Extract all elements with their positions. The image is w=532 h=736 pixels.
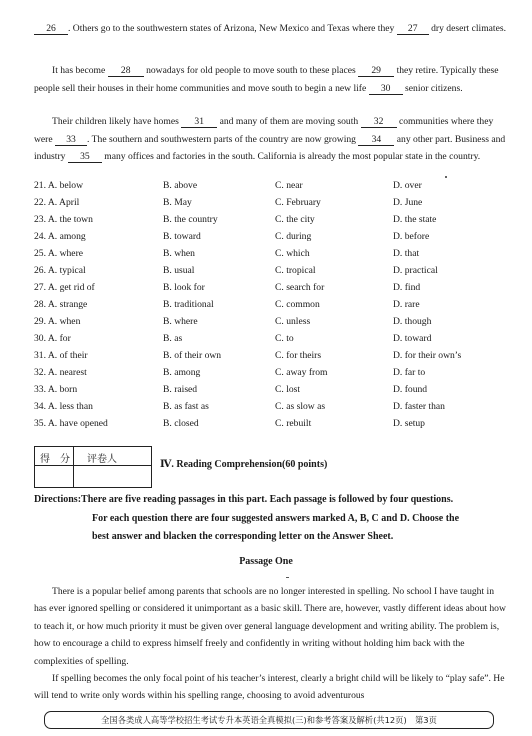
option-b: B. usual — [163, 265, 195, 276]
score-label: 得 分 — [40, 454, 70, 465]
blank-26: 26 — [34, 23, 68, 35]
option-c: C. as slow as — [275, 401, 326, 412]
option-a: 21. A. below — [34, 180, 84, 191]
option-row-30 — [34, 333, 506, 350]
option-c: C. February — [275, 197, 321, 208]
option-b: B. of their own — [163, 350, 222, 361]
page-footer: 全国各类成人高等学校招生考试专升本英语全真模拟(三)和参考答案及解析(共12页) 第3页 — [44, 711, 494, 729]
stray-dot — [445, 176, 447, 178]
option-c: C. rebuilt — [275, 418, 312, 429]
option-d: D. toward — [393, 333, 432, 344]
option-c: C. near — [275, 180, 303, 191]
option-c: C. the city — [275, 214, 315, 225]
option-d: D. that — [393, 248, 420, 259]
directions-line: best answer and blacken the corresponding letter on the Answer Sheet. — [92, 531, 394, 542]
option-a: 33. A. born — [34, 384, 78, 395]
option-c: C. to — [275, 333, 294, 344]
option-row-27 — [34, 282, 506, 299]
option-b: B. the country — [163, 214, 218, 225]
cloze-text: It has become — [52, 65, 108, 76]
option-row-25 — [34, 248, 506, 265]
option-c: C. lost — [275, 384, 301, 395]
option-d: D. far to — [393, 367, 426, 378]
option-a: 30. A. for — [34, 333, 71, 344]
option-d: D. faster than — [393, 401, 445, 412]
option-b: B. as — [163, 333, 183, 344]
option-b: B. look for — [163, 282, 205, 293]
option-row-33 — [34, 384, 506, 401]
score-box-divider — [35, 465, 151, 466]
option-d: D. practical — [393, 265, 438, 276]
cloze-text: . Others go to the southwestern states of Arizona, New Mexico and Texas where they — [68, 23, 397, 34]
cloze-paragraph-1 — [34, 20, 506, 38]
option-row-32 — [34, 367, 506, 384]
section-title: Ⅳ. Reading Comprehension(60 points) — [160, 459, 328, 470]
blank-31: 31 — [181, 116, 217, 128]
option-b: B. toward — [163, 231, 201, 242]
cloze-text: senior citizens. — [402, 82, 463, 94]
option-b: B. where — [163, 316, 198, 327]
option-a: 22. A. April — [34, 197, 80, 208]
blank-33: 33 — [55, 134, 87, 146]
option-c: C. which — [275, 248, 310, 259]
cloze-paragraph-2 — [34, 62, 506, 97]
option-a: 35. A. have opened — [34, 418, 108, 429]
option-a: 34. A. less than — [34, 401, 93, 412]
cloze-text: they retire. Typically these people sell their houses in their home communities and move south to begin a new life — [34, 65, 499, 94]
option-row-24 — [34, 231, 506, 248]
cloze-text: . The southern and southwestern parts of the country are now growing — [87, 133, 359, 145]
option-a: 28. A. strange — [34, 299, 88, 310]
option-c: C. unless — [275, 316, 311, 327]
option-row-31 — [34, 350, 506, 367]
passage-text: If spelling becomes the only focal point of his teacher’s interest, clearly a bright child will be likely to “play safe”. He will tend to write only words within his spelling range, choosing to avoid adventurous — [34, 673, 505, 702]
score-box — [34, 446, 152, 488]
option-d: D. though — [393, 316, 432, 327]
blank-32: 32 — [361, 116, 397, 128]
option-a: 31. A. of their — [34, 350, 88, 361]
directions-line: Directions:There are five reading passages in this part. Each passage is followed by four questions. — [34, 494, 454, 505]
option-d: D. found — [393, 384, 428, 395]
option-a: 23. A. the town — [34, 214, 93, 225]
cloze-text: communities where they were — [34, 116, 494, 145]
score-box-divider — [73, 447, 74, 487]
option-row-26 — [34, 265, 506, 282]
option-row-21 — [34, 180, 506, 197]
option-d: D. June — [393, 197, 423, 208]
cloze-paragraph-3 — [34, 113, 506, 166]
option-a: 32. A. nearest — [34, 367, 87, 378]
option-d: D. rare — [393, 299, 420, 310]
option-row-22 — [34, 197, 506, 214]
option-b: B. as fast as — [163, 401, 209, 412]
passage-title: Passage One — [239, 556, 293, 567]
option-d: D. over — [393, 180, 422, 191]
option-d: D. setup — [393, 418, 425, 429]
option-b: B. traditional — [163, 299, 214, 310]
blank-30: 30 — [369, 83, 403, 95]
cloze-text: Their children likely have homes — [52, 116, 182, 127]
blank-27: 27 — [397, 23, 429, 35]
cloze-text: many offices and factories in the south. California is already the most popular state in the country. — [101, 151, 481, 163]
option-a: 26. A. typical — [34, 265, 86, 276]
option-row-28 — [34, 299, 506, 316]
option-row-35 — [34, 418, 506, 435]
cloze-text: and many of them are moving south — [217, 116, 361, 127]
blank-29: 29 — [358, 65, 394, 77]
option-d: D. find — [393, 282, 421, 293]
passage-paragraph-1 — [34, 583, 506, 670]
option-a: 29. A. when — [34, 316, 81, 327]
option-d: D. for their own’s — [393, 350, 462, 361]
option-a: 25. A. where — [34, 248, 84, 259]
option-row-23 — [34, 214, 506, 231]
option-a: 24. A. among — [34, 231, 86, 242]
passage-text: There is a popular belief among parents that schools are no longer interested in spelling. No school I have taught in has ever ignored spelling or considered it unimportant as a basic skill. There are, however, vastly different ideas about how to teach it, or how much priority it must be given over general language development and writing ability. The problem is, how to encourage a child to express himself freely and confidently in writing without holding him back with the complexities of spelling. — [34, 586, 506, 667]
option-a: 27. A. get rid of — [34, 282, 95, 293]
stray-mark — [286, 577, 289, 578]
passage-paragraph-2 — [34, 670, 506, 705]
option-row-29 — [34, 316, 506, 333]
blank-34: 34 — [358, 134, 394, 146]
option-b: B. when — [163, 248, 195, 259]
cloze-text: any other part. Business and industry — [34, 133, 506, 163]
option-c: C. tropical — [275, 265, 316, 276]
directions-line: For each question there are four suggested answers marked A, B, C and D. Choose the — [92, 512, 460, 524]
directions — [34, 491, 508, 547]
grader-label: 评卷人 — [87, 454, 117, 465]
option-d: D. the state — [393, 214, 437, 225]
option-b: B. raised — [163, 384, 198, 395]
blank-35: 35 — [68, 151, 102, 163]
blank-28: 28 — [108, 65, 144, 77]
option-b: B. closed — [163, 418, 199, 429]
option-b: B. May — [163, 197, 192, 208]
option-c: C. search for — [275, 282, 325, 293]
option-c: C. for theirs — [275, 350, 322, 361]
option-b: B. above — [163, 180, 198, 191]
option-row-34 — [34, 401, 506, 418]
option-d: D. before — [393, 231, 430, 242]
cloze-text: dry desert climates. — [428, 23, 506, 34]
option-c: C. away from — [275, 367, 328, 378]
option-b: B. among — [163, 367, 201, 378]
option-c: C. during — [275, 231, 312, 242]
cloze-text: nowadays for old people to move south to these places — [143, 65, 359, 76]
option-c: C. common — [275, 299, 320, 310]
